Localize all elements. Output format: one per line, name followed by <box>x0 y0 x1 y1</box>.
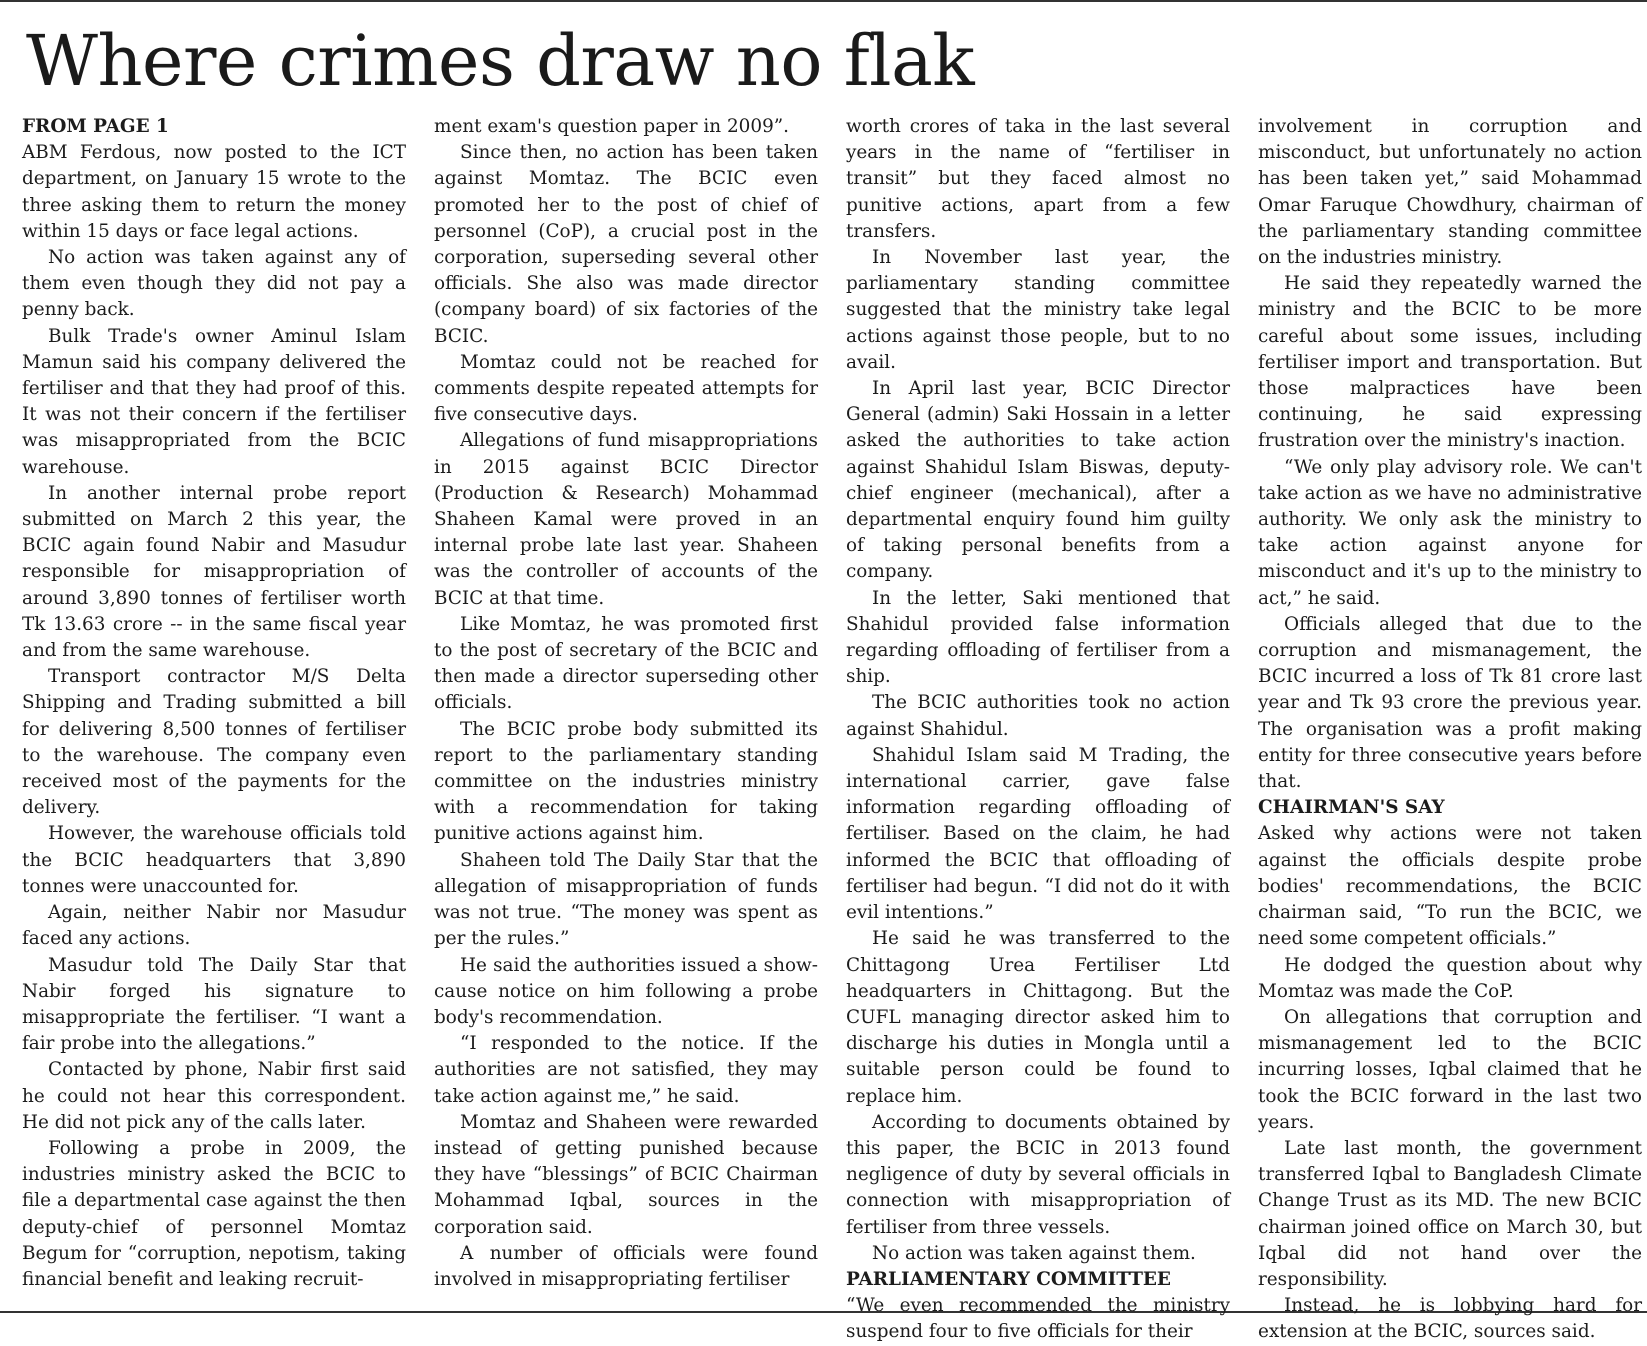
paragraph: Asked why actions were not taken against the officials despite probe bodies' recommendations, the BCIC chairman said, “To run the BCIC, we need some competent officials.” <box>1258 823 1642 950</box>
paragraph: worth crores of taka in the last several years in the name of “fertiliser in transit” but they faced almost no punitive actions, apart from a few transfers. <box>846 116 1230 242</box>
paragraph: No action was taken against them. <box>872 1242 1196 1264</box>
paragraph: He said he was transferred to the Chittagong Urea Fertiliser Ltd headquarters in Chittagong. But the CUFL managing director asked him to discharge his duties in Mongla until a suitable person could be found to replace him. <box>846 928 1230 1107</box>
paragraph: Officials alleged that due to the corruption and mismanagement, the BCIC incurred a loss of Tk 81 crore last year and Tk 93 crore the previous year. The organisation was a profit making entity for three consecutive years before that. <box>1258 613 1642 793</box>
column-1 <box>22 114 406 1304</box>
paragraph: He said they repeatedly warned the ministry and the BCIC to be more careful about some issues, including fertiliser import and transportation. But those malpractices have been continuing, he said expressing frustration over the ministry's inaction. <box>1258 273 1642 452</box>
paragraph: On allegations that corruption and mismanagement led to the BCIC incurring losses, Iqbal claimed that he took the BCIC forward in the last two years. <box>1258 1006 1642 1133</box>
paragraph: A number of officials were found involved in misappropriating fertiliser <box>434 1242 818 1290</box>
kicker: FROM PAGE 1 <box>22 116 169 137</box>
column-4 <box>1258 114 1642 1343</box>
paragraph: ment exam's question paper in 2009”. <box>434 116 790 137</box>
column-2 <box>434 114 818 1304</box>
paragraph: ABM Ferdous, now posted to the ICT department, on January 15 wrote to the three asking them to return the money within 15 days or face legal actions. <box>22 142 406 242</box>
paragraph: In another internal probe report submitted on March 2 this year, the BCIC again found Nabir and Masudur responsible for misappropriation of around 3,890 tonnes of fertiliser worth Tk 13.63 crore -- in the same fiscal year and from the same warehouse. <box>22 482 406 662</box>
paragraph: Again, neither Nabir nor Masudur faced any actions. <box>22 902 406 950</box>
paragraph: Contacted by phone, Nabir first said he could not hear this correspondent. He did not pick any of the calls later. <box>22 1059 406 1133</box>
paragraph: Since then, no action has been taken against Momtaz. The BCIC even promoted her to the post of chief of personnel (CoP), a crucial post in the corporation, superseding several other officials. She also was made director (company board) of six factories of the BCIC. <box>434 142 818 347</box>
paragraph: According to documents obtained by this paper, the BCIC in 2013 found negligence of duty by several officials in connection with misappropriation of fertiliser from three vessels. <box>846 1111 1230 1238</box>
paragraph: “We only play advisory role. We can't take action as we have no administrative authority. We only ask the ministry to take action against anyone for misconduct and it's up to the ministry to act,” he said. <box>1258 456 1642 609</box>
paragraph: Transport contractor M/S Delta Shipping and Trading submitted a bill for delivering 8,500 tonnes of fertiliser to the warehouse. The company even received most of the payments for the delivery. <box>22 666 406 819</box>
paragraph: Instead, he is lobbying hard for extension at the BCIC, sources said. <box>1258 1295 1642 1343</box>
paragraph: Like Momtaz, he was promoted first to the post of secretary of the BCIC and then made a director superseding other officials. <box>434 613 818 714</box>
paragraph: The BCIC authorities took no action against Shahidul. <box>846 692 1230 740</box>
paragraph: Following a probe in 2009, the industries ministry asked the BCIC to file a departmental case against the then deputy-chief of personnel Momtaz Begum for “corruption, nepotism, taking financial benefit and leaking recruit- <box>22 1137 406 1290</box>
paragraph: No action was taken against any of them even though they did not pay a penny back. <box>22 247 406 321</box>
headline: Where crimes draw no flak <box>26 20 975 102</box>
subhead-chairmans-say: CHAIRMAN'S SAY <box>1258 797 1445 819</box>
paragraph: In November last year, the parliamentary standing committee suggested that the ministry take legal actions against those people, but to no avail. <box>846 247 1230 373</box>
paragraph: In the letter, Saki mentioned that Shahidul provided false information regarding offloading of fertiliser from a ship. <box>846 587 1230 688</box>
paragraph: Allegations of fund misappropriations in 2015 against BCIC Director (Production & Research) Mohammad Shaheen Kamal were proved in an internal probe late last year. Shaheen was the controller of accounts of the BCIC at that time. <box>434 430 818 609</box>
paragraph: Momtaz and Shaheen were rewarded instead of getting punished because they have “blessings” of BCIC Chairman Mohammad Iqbal, sources in the corporation said. <box>434 1111 818 1238</box>
paragraph: However, the warehouse officials told the BCIC headquarters that 3,890 tonnes were unaccounted for. <box>22 823 406 897</box>
paragraph: Masudur told The Daily Star that Nabir forged his signature to misappropriate the fertiliser. “I want a fair probe into the allegations.” <box>22 954 406 1055</box>
paragraph: Shahidul Islam said M Trading, the international carrier, gave false information regarding offloading of fertiliser. Based on the claim, he had informed the BCIC that offloading of fertiliser had begun. “I did not do it with evil intentions.” <box>846 744 1230 924</box>
paragraph: He said the authorities issued a show-cause notice on him following a probe body's recommendation. <box>434 954 818 1028</box>
paragraph: Shaheen told The Daily Star that the allegation of misappropriation of funds was not true. “The money was spent as per the rules.” <box>434 849 818 950</box>
paragraph: He dodged the question about why Momtaz was made the CoP. <box>1258 954 1642 1002</box>
paragraph: In April last year, BCIC Director General (admin) Saki Hossain in a letter asked the authorities to take action against Shahidul Islam Biswas, deputy-chief engineer (mechanical), after a departmental enquiry found him guilty of taking personal benefits from a company. <box>846 378 1230 583</box>
paragraph: Late last month, the government transferred Iqbal to Bangladesh Climate Change Trust as its MD. The new BCIC chairman joined office on March 30, but Iqbal did not hand over the responsibility. <box>1258 1137 1642 1290</box>
paragraph: The BCIC probe body submitted its report to the parliamentary standing committee on the industries ministry with a recommendation for taking punitive actions against him. <box>434 718 818 845</box>
column-3 <box>846 114 1230 1343</box>
paragraph: Bulk Trade's owner Aminul Islam Mamun said his company delivered the fertiliser and that they had proof of this. It was not their concern if the fertiliser was misappropriated from the BCIC warehouse. <box>22 325 406 478</box>
subhead-parliamentary-committee: PARLIAMENTARY COMMITTEE <box>846 1268 1171 1290</box>
paragraph: “I responded to the notice. If the authorities are not satisfied, they may take action against me,” he said. <box>434 1033 818 1107</box>
paragraph: Momtaz could not be reached for comments despite repeated attempts for five consecutive days. <box>434 351 818 426</box>
paragraph: “We even recommended the ministry suspend four to five officials for their <box>846 1295 1230 1343</box>
paragraph: involvement in corruption and misconduct, but unfortunately no action has been taken yet,” said Mohammad Omar Faruque Chowdhury, chairman of the parliamentary standing committee on the industries ministry. <box>1258 116 1642 269</box>
article-columns <box>22 114 1642 1343</box>
